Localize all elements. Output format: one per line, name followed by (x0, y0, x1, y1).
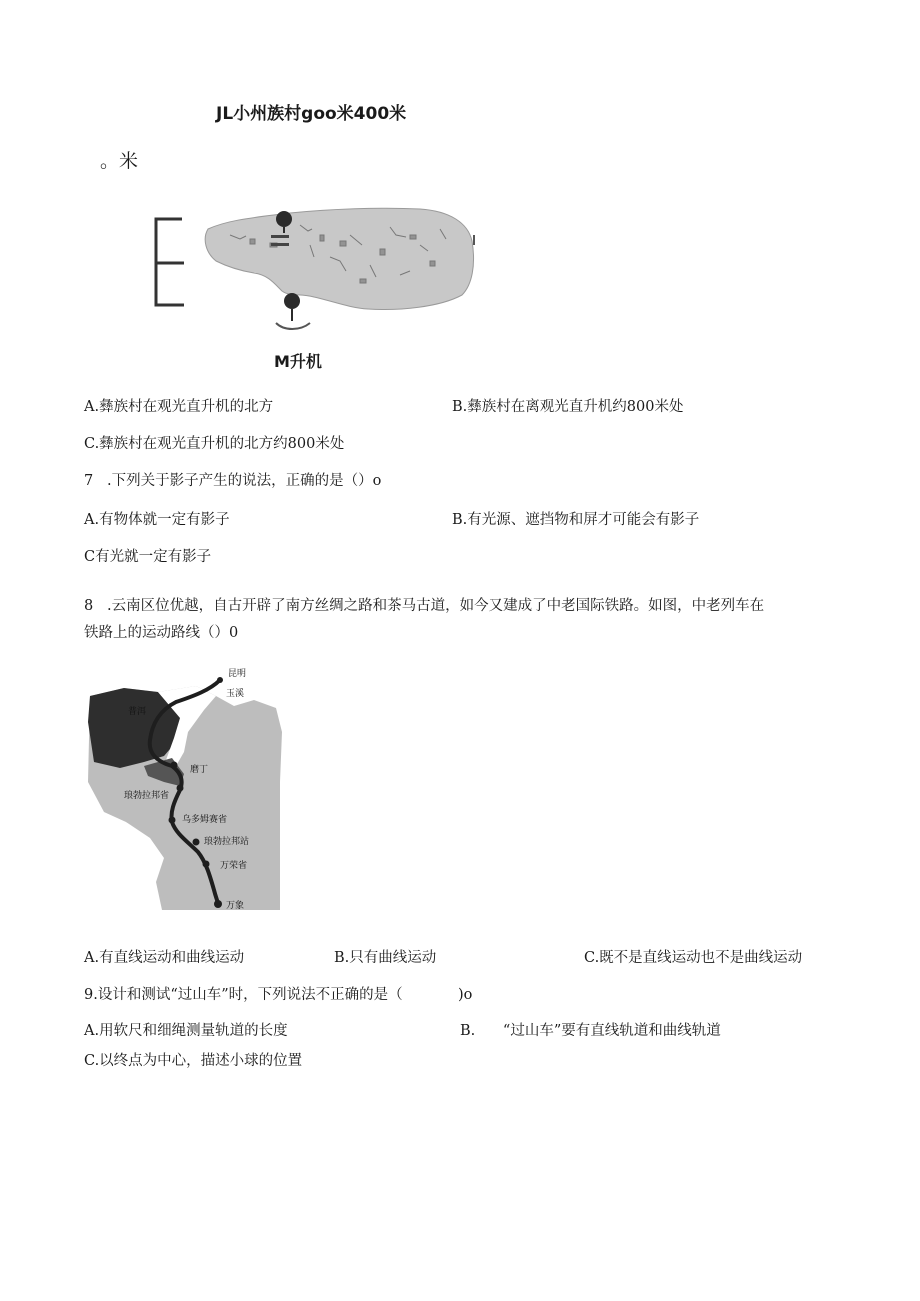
map-label-province-1: 琅勃拉邦省 (124, 791, 170, 801)
scale-bracket (156, 219, 184, 305)
q6-option-a: A.彝族村在观光直升机的北方 (84, 399, 274, 415)
q9-option-a: A.用软尺和细绳测量轨道的长度 (84, 1023, 288, 1039)
q7-stem: 7 .下列关于影子产生的说法，正确的是（）o (84, 473, 382, 489)
map-label-province-3: 万荣省 (220, 861, 248, 871)
q6-option-b: B.彝族村在离观光直升机约800米处 (452, 399, 684, 415)
map-caption: M升机 (274, 352, 322, 371)
map-label-boten: 磨丁 (190, 765, 209, 775)
q8-stem-line2: 铁路上的运动路线（）0 (84, 625, 239, 641)
q8-stem-line1: 8 .云南区位优越，自古开辟了南方丝绸之路和茶马古道，如今又建成了中老国际铁路。如图，中老列车在 (84, 598, 765, 614)
map-label-station: 琅勃拉邦站 (204, 837, 250, 847)
railway-map-figure (84, 662, 284, 912)
map-label-vientiane: 万象 (226, 901, 245, 911)
q7-option-b: B.有光源、遮挡物和屏才可能会有影子 (452, 512, 700, 528)
q8-option-a: A.有直线运动和曲线运动 (84, 950, 245, 966)
q7-option-c: C有光就一定有影子 (84, 549, 212, 565)
map-header-line2: 。米 (100, 150, 139, 172)
map-label-kunming: 昆明 (228, 669, 247, 679)
village-marker-icon (276, 211, 292, 227)
q7-option-a: A.有物体就一定有影子 (84, 512, 230, 528)
q8-option-c: C.既不是直线运动也不是曲线运动 (584, 950, 803, 966)
q9-stem: 9.设计和测试“过山车”时，下列说法不正确的是（ )o (84, 987, 473, 1003)
q9-option-b: B. “过山车”要有直线轨道和曲线轨道 (460, 1023, 721, 1039)
q8-option-b: B.只有曲线运动 (334, 950, 437, 966)
map-label-puer: 普洱 (128, 707, 147, 717)
map-label-province-2: 乌多姆赛省 (182, 815, 228, 825)
map-label-yuxi: 玉溪 (226, 689, 245, 699)
helicopter-marker-icon (284, 293, 300, 309)
map-region (205, 208, 473, 309)
q9-option-c: C.以终点为中心，描述小球的位置 (84, 1053, 303, 1069)
q6-option-c: C.彝族村在观光直升机的北方约800米处 (84, 436, 345, 452)
village-map-figure (150, 205, 490, 347)
map-header-line1: JL小州族村goo米400米 (216, 104, 407, 124)
